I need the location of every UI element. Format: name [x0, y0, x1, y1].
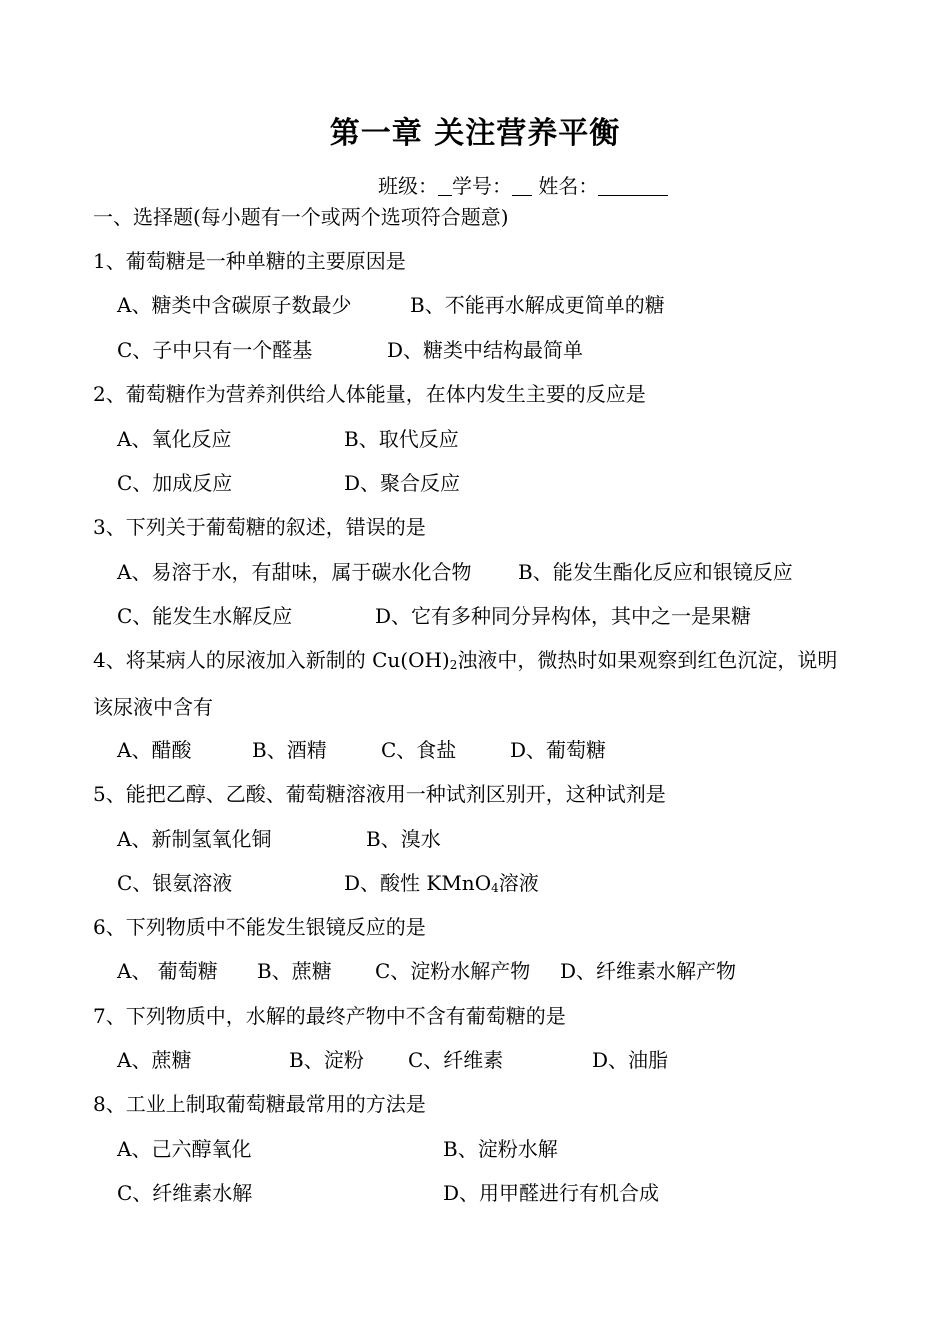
question-2-option-c: C、加成反应	[117, 471, 233, 495]
question-1-option-b: B、不能再水解成更简单的糖	[410, 293, 665, 317]
question-1-option-c: C、子中只有一个醛基	[117, 338, 313, 362]
class-blank	[438, 175, 452, 196]
class-label: 班级：	[378, 174, 438, 198]
question-7-option-d: D、油脂	[592, 1048, 669, 1072]
question-5-option-d	[344, 869, 539, 902]
question-3-option-b: B、能发生酯化反应和银镜反应	[518, 560, 793, 584]
question-3-option-a: A、易溶于水，有甜味，属于碳水化合物	[117, 560, 472, 584]
question-5-option-d-part-1: D、酸性 KMnO	[344, 871, 492, 895]
question-7-option-c: C、纤维素	[408, 1048, 504, 1072]
question-1-option-a: A、糖类中含碳原子数最少	[117, 293, 352, 317]
question-2-stem: 2、葡萄糖作为营养剂供给人体能量，在体内发生主要的反应是	[93, 382, 646, 406]
question-2-option-d: D、聚合反应	[344, 471, 461, 495]
question-4-stem-part-2: 浊液中，微热时如果观察到红色沉淀，说明	[457, 648, 838, 672]
page-title: 第一章 关注营养平衡	[329, 116, 621, 151]
question-6-option-b: B、蔗糖	[257, 959, 332, 983]
student-id-label: 学号：	[452, 174, 512, 198]
question-7-option-b: B、淀粉	[289, 1048, 364, 1072]
section-heading: 一、选择题(每小题有一个或两个选项符合题意)	[93, 205, 509, 229]
question-1-stem: 1、葡萄糖是一种单糖的主要原因是	[93, 249, 406, 273]
question-2-option-a: A、氧化反应	[117, 427, 232, 451]
question-6-option-a: A、 葡萄糖	[117, 959, 218, 983]
question-8-option-b: B、淀粉水解	[443, 1137, 558, 1161]
question-4-option-d: D、葡萄糖	[510, 738, 607, 762]
student-id-blank	[512, 175, 532, 196]
question-4-option-a: A、醋酸	[117, 738, 192, 762]
question-4-stem-subscript: 2	[449, 658, 458, 672]
question-8-option-d: D、用甲醛进行有机合成	[443, 1181, 660, 1205]
question-8-option-a: A、己六醇氧化	[117, 1137, 252, 1161]
question-3-option-d: D、它有多种同分异构体，其中之一是果糖	[375, 604, 752, 628]
name-blank	[598, 175, 668, 196]
question-4-option-b: B、酒精	[252, 738, 327, 762]
question-5-stem: 5、能把乙醇、乙酸、葡萄糖溶液用一种试剂区别开，这种试剂是	[93, 782, 666, 806]
question-4-stem	[93, 646, 837, 679]
question-2-option-b: B、取代反应	[344, 427, 459, 451]
student-info-line	[378, 170, 668, 199]
question-5-option-a: A、新制氢氧化铜	[117, 827, 272, 851]
question-8-stem: 8、工业上制取葡萄糖最常用的方法是	[93, 1092, 426, 1116]
question-6-option-c: C、淀粉水解产物	[375, 959, 531, 983]
question-8-option-c: C、纤维素水解	[117, 1181, 253, 1205]
question-5-option-d-subscript: 4	[491, 881, 499, 895]
question-4-option-c: C、食盐	[381, 738, 457, 762]
question-5-option-c: C、银氨溶液	[117, 871, 233, 895]
question-1-option-d: D、糖类中结构最简单	[387, 338, 584, 362]
question-5-option-d-part-2: 溶液	[498, 871, 539, 895]
question-3-option-c: C、能发生水解反应	[117, 604, 293, 628]
question-7-stem: 7、下列物质中，水解的最终产物中不含有葡萄糖的是	[93, 1004, 566, 1028]
question-6-option-d: D、纤维素水解产物	[560, 959, 737, 983]
question-6-stem: 6、下列物质中不能发生银镜反应的是	[93, 915, 426, 939]
question-5-option-b: B、溴水	[366, 827, 441, 851]
question-4-stem-continued: 该尿液中含有	[93, 695, 213, 719]
question-3-stem: 3、下列关于葡萄糖的叙述，错误的是	[93, 515, 426, 539]
name-label: 姓名：	[538, 174, 599, 198]
question-7-option-a: A、蔗糖	[117, 1048, 192, 1072]
question-4-stem-part-1: 4、将某病人的尿液加入新制的 Cu(OH)	[93, 648, 450, 672]
